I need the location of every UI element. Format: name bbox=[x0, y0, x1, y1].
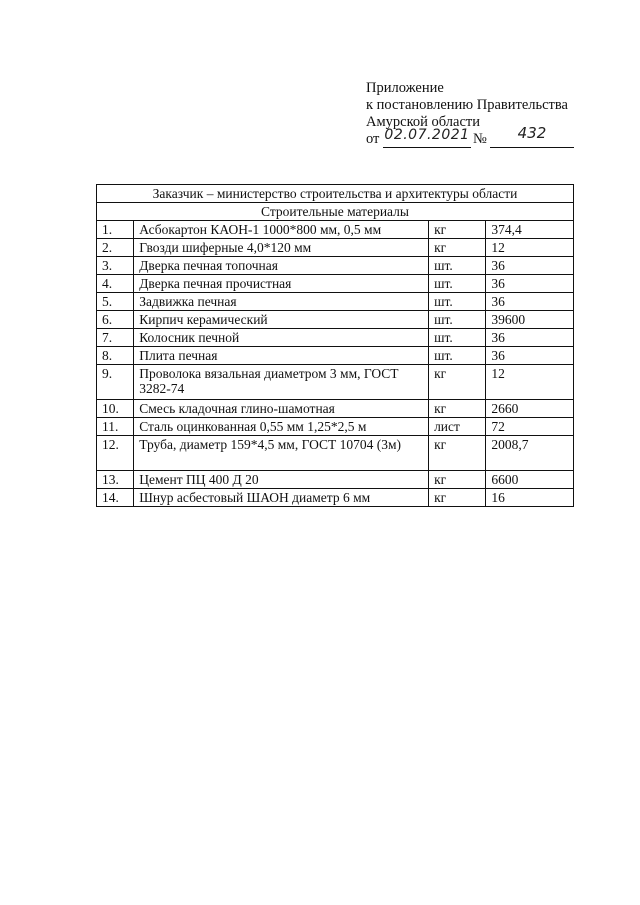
row-unit: кг bbox=[429, 221, 486, 239]
row-number: 13. bbox=[97, 471, 134, 489]
row-quantity: 2008,7 bbox=[486, 436, 574, 471]
row-item-name: Проволока вязальная диаметром 3 мм, ГОСТ 3282-74 bbox=[134, 365, 429, 400]
row-item-name: Труба, диаметр 159*4,5 мм, ГОСТ 10704 (3м) bbox=[134, 436, 429, 471]
row-unit: шт. bbox=[429, 257, 486, 275]
customer-row bbox=[97, 185, 574, 203]
handwritten-number: 432 bbox=[490, 125, 574, 148]
row-unit: шт. bbox=[429, 311, 486, 329]
row-number: 4. bbox=[97, 275, 134, 293]
row-number: 12. bbox=[97, 436, 134, 471]
table-row bbox=[97, 400, 574, 418]
row-item-name: Сталь оцинкованная 0,55 мм 1,25*2,5 м bbox=[134, 418, 429, 436]
row-number: 8. bbox=[97, 347, 134, 365]
row-number: 3. bbox=[97, 257, 134, 275]
table-row bbox=[97, 221, 574, 239]
materials-table bbox=[96, 184, 574, 507]
row-unit: шт. bbox=[429, 347, 486, 365]
row-number: 6. bbox=[97, 311, 134, 329]
table-row bbox=[97, 257, 574, 275]
row-quantity: 39600 bbox=[486, 311, 574, 329]
appendix-header bbox=[366, 80, 568, 151]
row-item-name: Плита печная bbox=[134, 347, 429, 365]
row-unit: лист bbox=[429, 418, 486, 436]
row-unit: шт. bbox=[429, 293, 486, 311]
appendix-title: Приложение bbox=[366, 80, 444, 96]
row-quantity: 72 bbox=[486, 418, 574, 436]
row-unit: кг bbox=[429, 400, 486, 418]
row-item-name: Шнур асбестовый ШАОН диаметр 6 мм bbox=[134, 489, 429, 507]
row-number: 11. bbox=[97, 418, 134, 436]
row-item-name: Смесь кладочная глино-шамотная bbox=[134, 400, 429, 418]
date-prefix: от bbox=[366, 131, 380, 147]
row-number: 9. bbox=[97, 365, 134, 400]
table-row bbox=[97, 311, 574, 329]
row-number: 1. bbox=[97, 221, 134, 239]
row-quantity: 2660 bbox=[486, 400, 574, 418]
row-item-name: Гвозди шиферные 4,0*120 мм bbox=[134, 239, 429, 257]
date-number-line bbox=[366, 124, 568, 151]
row-unit: кг bbox=[429, 471, 486, 489]
row-number: 5. bbox=[97, 293, 134, 311]
table-row bbox=[97, 436, 574, 471]
row-quantity: 6600 bbox=[486, 471, 574, 489]
row-quantity: 36 bbox=[486, 329, 574, 347]
row-unit: кг bbox=[429, 436, 486, 471]
number-prefix: № bbox=[473, 131, 487, 147]
row-quantity: 36 bbox=[486, 257, 574, 275]
row-unit: шт. bbox=[429, 275, 486, 293]
row-item-name: Колосник печной bbox=[134, 329, 429, 347]
table-row bbox=[97, 418, 574, 436]
row-item-name: Асбокартон КАОН-1 1000*800 мм, 0,5 мм bbox=[134, 221, 429, 239]
row-item-name: Кирпич керамический bbox=[134, 311, 429, 329]
row-quantity: 36 bbox=[486, 275, 574, 293]
row-unit: кг bbox=[429, 365, 486, 400]
section-row bbox=[97, 203, 574, 221]
table-row bbox=[97, 275, 574, 293]
row-quantity: 36 bbox=[486, 293, 574, 311]
table-row bbox=[97, 489, 574, 507]
table-row bbox=[97, 471, 574, 489]
row-unit: шт. bbox=[429, 329, 486, 347]
table-row bbox=[97, 347, 574, 365]
handwritten-date: 02.07.2021 bbox=[383, 127, 471, 148]
table-row bbox=[97, 329, 574, 347]
appendix-region: Амурской области bbox=[366, 114, 480, 130]
row-item-name: Дверка печная прочистная bbox=[134, 275, 429, 293]
customer-cell: Заказчик – министерство строительства и архитектуры области bbox=[97, 185, 574, 203]
row-item-name: Цемент ПЦ 400 Д 20 bbox=[134, 471, 429, 489]
row-unit: кг bbox=[429, 489, 486, 507]
appendix-resolution-ref: к постановлению Правительства bbox=[366, 97, 568, 113]
row-quantity: 374,4 bbox=[486, 221, 574, 239]
section-cell: Строительные материалы bbox=[97, 203, 574, 221]
table-row bbox=[97, 293, 574, 311]
row-item-name: Дверка печная топочная bbox=[134, 257, 429, 275]
row-item-name: Задвижка печная bbox=[134, 293, 429, 311]
row-number: 7. bbox=[97, 329, 134, 347]
table-row bbox=[97, 239, 574, 257]
table-row bbox=[97, 365, 574, 400]
row-unit: кг bbox=[429, 239, 486, 257]
row-quantity: 16 bbox=[486, 489, 574, 507]
row-quantity: 12 bbox=[486, 365, 574, 400]
row-number: 2. bbox=[97, 239, 134, 257]
row-quantity: 36 bbox=[486, 347, 574, 365]
row-number: 14. bbox=[97, 489, 134, 507]
row-quantity: 12 bbox=[486, 239, 574, 257]
row-number: 10. bbox=[97, 400, 134, 418]
